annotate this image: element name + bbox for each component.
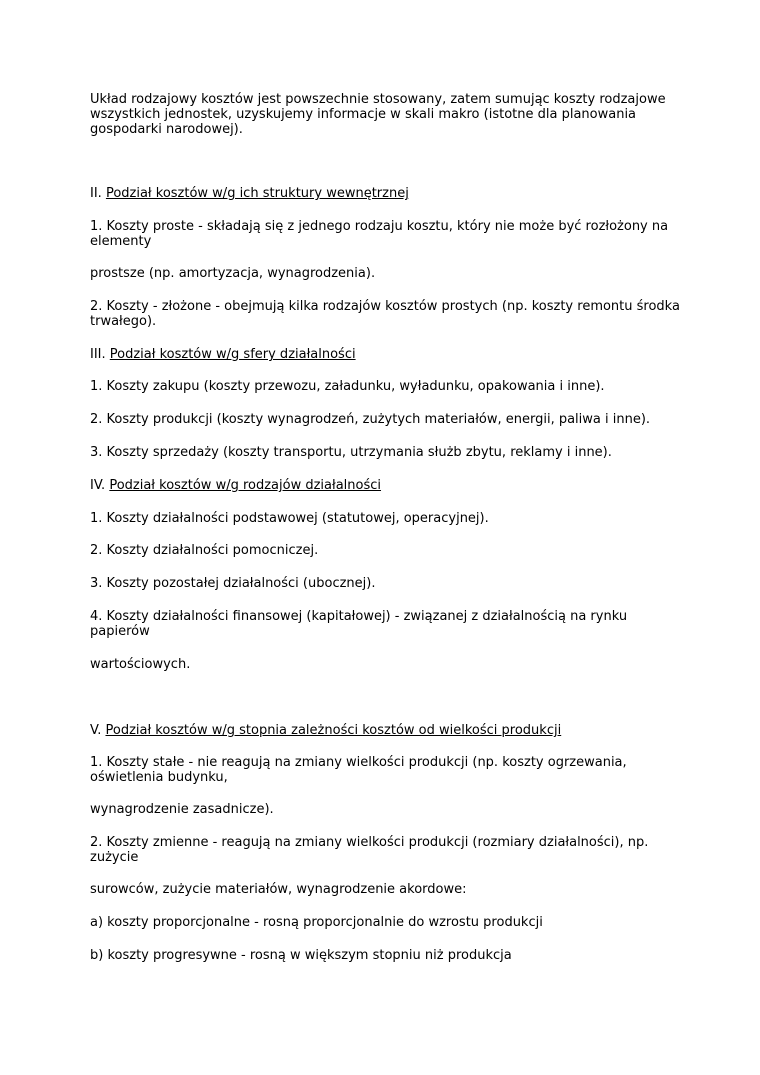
section-4-item-4-continuation: wartościowych. (90, 657, 191, 672)
section-3-title: Podział kosztów w/g sfery działalności (109, 347, 356, 362)
section-2-title: Podział kosztów w/g ich struktury wewnętrznej (105, 186, 409, 201)
section-5-heading (90, 723, 680, 738)
section-2-number: II. (90, 186, 106, 201)
section-2-item-1: 1. Koszty proste - składają się z jednego rodzaju kosztu, który nie może być rozłożony na elementy (90, 219, 669, 249)
section-4-title: Podział kosztów w/g rodzajów działalności (109, 478, 382, 493)
section-5-item-2-continuation: surowców, zużycie materiałów, wynagrodzenie akordowe: (90, 882, 467, 897)
intro-paragraph: Układ rodzajowy kosztów jest powszechnie stosowany, zatem sumując koszty rodzajowe wszystkich jednostek, uzyskujemy informacje w skali makro (istotne dla planowania gospodarki narodowej). (90, 92, 666, 137)
section-5-number: V. (90, 723, 106, 738)
section-2-item-2: 2. Koszty - złożone - obejmują kilka rodzajów kosztów prostych (np. koszty remontu środka trwałego). (90, 299, 680, 329)
section-4-heading (90, 478, 680, 493)
section-4-item-3: 3. Koszty pozostałej działalności (ubocznej). (90, 576, 376, 591)
section-2-heading (90, 186, 680, 201)
section-5-item-1: 1. Koszty stałe - nie reagują na zmiany wielkości produkcji (np. koszty ogrzewania, oświetlenia budynku, (90, 755, 627, 785)
section-3-item-1: 1. Koszty zakupu (koszty przewozu, załadunku, wyładunku, opakowania i inne). (90, 379, 605, 394)
section-5-item-1-continuation: wynagrodzenie zasadnicze). (90, 802, 274, 817)
section-5-title: Podział kosztów w/g stopnia zależności kosztów od wielkości produkcji (105, 723, 562, 738)
section-3-heading (90, 347, 680, 362)
section-5-item-a: a) koszty proporcjonalne - rosną proporcjonalnie do wzrostu produkcji (90, 915, 543, 930)
section-4-number: IV. (90, 478, 110, 493)
section-5-item-b: b) koszty progresywne - rosną w większym stopniu niż produkcja (90, 948, 512, 963)
section-2-item-1-continuation: prostsze (np. amortyzacja, wynagrodzenia). (90, 266, 376, 281)
section-4-item-4: 4. Koszty działalności finansowej (kapitałowej) - związanej z działalnością na rynku papierów (90, 609, 628, 639)
section-4-item-1: 1. Koszty działalności podstawowej (statutowej, operacyjnej). (90, 511, 489, 526)
section-3-number: III. (90, 347, 110, 362)
section-3-item-3: 3. Koszty sprzedaży (koszty transportu, utrzymania służb zbytu, reklamy i inne). (90, 445, 612, 460)
section-4-item-2: 2. Koszty działalności pomocniczej. (90, 543, 319, 558)
section-3-item-2: 2. Koszty produkcji (koszty wynagrodzeń, zużytych materiałów, energii, paliwa i inne). (90, 412, 651, 427)
section-5-item-2: 2. Koszty zmienne - reagują na zmiany wielkości produkcji (rozmiary działalności), np. zużycie (90, 835, 649, 865)
